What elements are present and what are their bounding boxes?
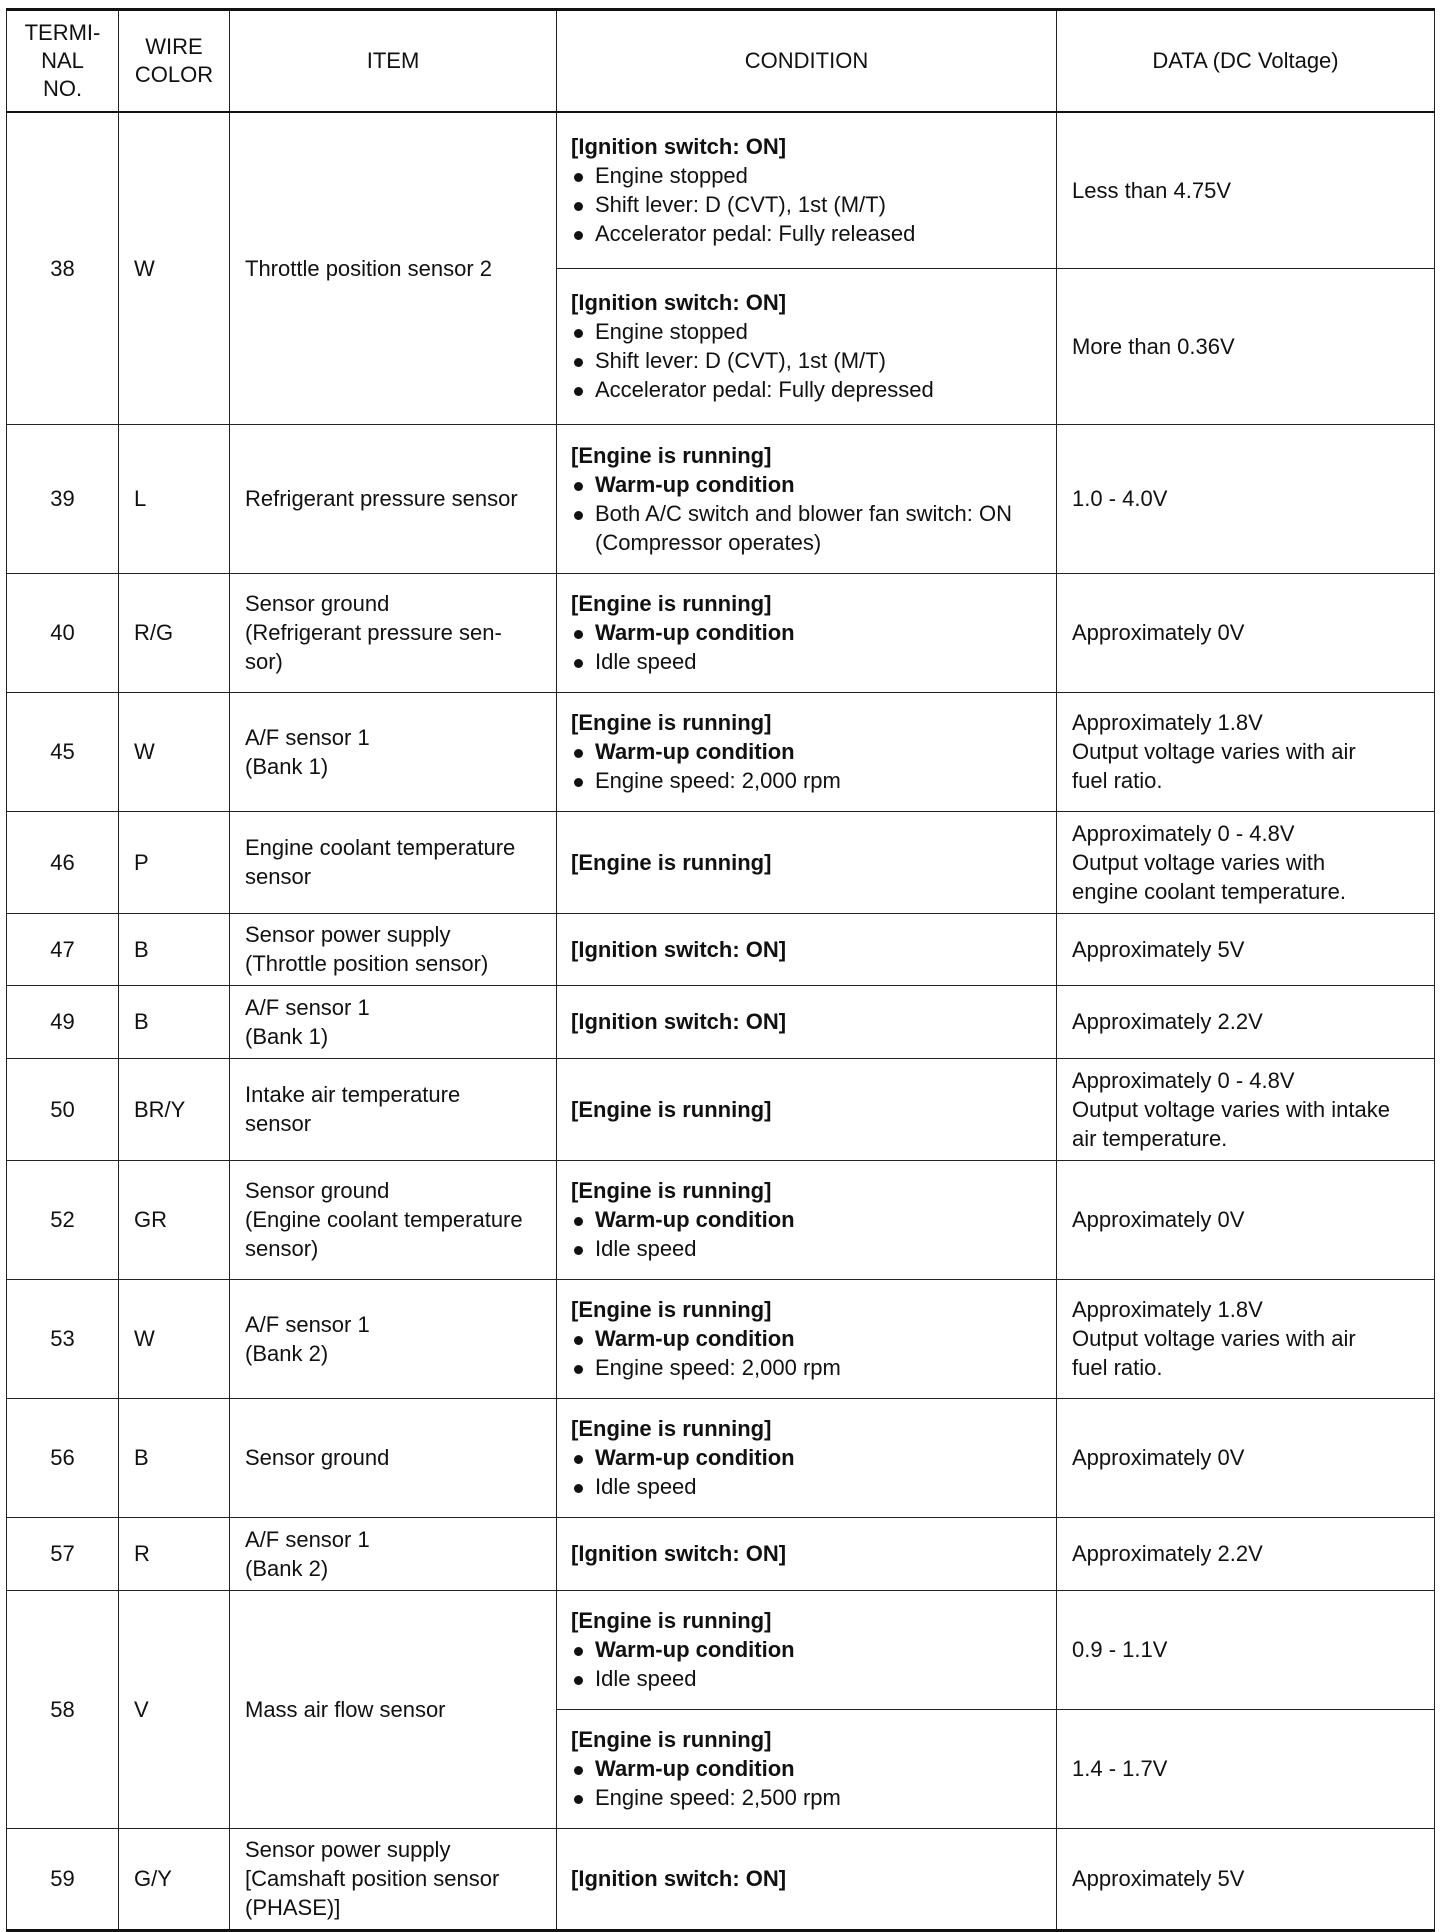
wire-color-cell: W [119,1279,230,1398]
terminal-no-cell: 46 [7,811,119,913]
item-cell: Sensor power supply (Throttle position sensor) [230,913,557,985]
wire-color-cell: P [119,811,230,913]
condition-cell [557,1590,1057,1709]
wire-color-cell: V [119,1590,230,1828]
wire-color-cell: W [119,112,230,424]
condition-cell [557,1058,1057,1160]
data-voltage-cell: Approximately 0V [1057,1160,1435,1279]
header-data: DATA (DC Voltage) [1057,10,1435,113]
terminal-no-cell: 53 [7,1279,119,1398]
table-row [7,1398,1435,1517]
condition-bullet: Idle speed [571,647,1050,676]
data-voltage-cell: Approximately 1.8V Output voltage varies with air fuel ratio. [1057,1279,1435,1398]
condition-bullet: Engine speed: 2,500 rpm [571,1783,1050,1812]
header-terminal-no: TERMI- NAL NO. [7,10,119,113]
item-cell: Engine coolant temperature sensor [230,811,557,913]
data-voltage-cell: Approximately 0 - 4.8V Output voltage varies with intake air temperature. [1057,1058,1435,1160]
condition-cell [557,1398,1057,1517]
terminal-no-cell: 56 [7,1398,119,1517]
terminal-table-wrapper [6,8,1434,1932]
table-row [7,1160,1435,1279]
condition-header: [Ignition switch: ON] [571,1866,787,1891]
condition-cell [557,1279,1057,1398]
condition-header: [Engine is running] [571,1416,772,1441]
condition-bullet: Warm-up condition [571,1754,1050,1783]
condition-bullet: Idle speed [571,1472,1050,1501]
condition-cell [557,1160,1057,1279]
condition-bullet: Warm-up condition [571,1443,1050,1472]
condition-bullet: Warm-up condition [571,737,1050,766]
wire-color-cell: R [119,1517,230,1590]
table-row [7,573,1435,692]
condition-header: [Ignition switch: ON] [571,134,787,160]
table-row [7,1590,1435,1709]
condition-bullet: Shift lever: D (CVT), 1st (M/T) [571,346,1050,375]
item-cell: Sensor ground (Engine coolant temperature sensor) [230,1160,557,1279]
data-voltage-cell: Approximately 1.8V Output voltage varies with air fuel ratio. [1057,692,1435,811]
terminal-no-cell: 38 [7,112,119,424]
item-cell: Throttle position sensor 2 [230,112,557,424]
wire-color-cell: G/Y [119,1828,230,1930]
condition-cell [557,692,1057,811]
terminal-no-cell: 59 [7,1828,119,1930]
terminal-no-cell: 40 [7,573,119,692]
condition-cell [557,112,1057,268]
wire-color-cell: B [119,913,230,985]
data-voltage-cell: More than 0.36V [1057,268,1435,424]
data-voltage-cell: Approximately 0V [1057,573,1435,692]
item-cell: Sensor ground [230,1398,557,1517]
terminal-no-cell: 58 [7,1590,119,1828]
condition-header: [Engine is running] [571,1727,772,1752]
condition-header: [Engine is running] [571,710,772,735]
wire-color-cell: GR [119,1160,230,1279]
condition-bullet: Accelerator pedal: Fully depressed [571,375,1050,404]
condition-header: [Engine is running] [571,1297,772,1322]
condition-cell [557,1828,1057,1930]
item-cell: A/F sensor 1 (Bank 2) [230,1517,557,1590]
condition-header: [Engine is running] [571,442,772,468]
item-cell: Mass air flow sensor [230,1590,557,1828]
condition-header: [Ignition switch: ON] [571,1541,787,1566]
table-row [7,811,1435,913]
table-row [7,692,1435,811]
condition-cell [557,424,1057,573]
condition-cell [557,268,1057,424]
wire-color-cell: B [119,1398,230,1517]
condition-bullet: Warm-up condition [571,1635,1050,1664]
table-row [7,913,1435,985]
header-wire-color: WIRE COLOR [119,10,230,113]
condition-cell [557,985,1057,1058]
ecm-terminal-table [6,8,1435,1932]
data-voltage-cell: Approximately 0V [1057,1398,1435,1517]
item-cell: Sensor power supply [Camshaft position sensor (PHASE)] [230,1828,557,1930]
condition-header: [Engine is running] [571,1608,772,1633]
condition-bullet: Warm-up condition [571,1205,1050,1234]
terminal-no-cell: 50 [7,1058,119,1160]
table-row [7,1279,1435,1398]
data-voltage-cell: Approximately 2.2V [1057,985,1435,1058]
item-cell: Intake air temperature sensor [230,1058,557,1160]
condition-cell [557,811,1057,913]
terminal-no-cell: 52 [7,1160,119,1279]
table-row [7,985,1435,1058]
wire-color-cell: W [119,692,230,811]
condition-bullet: Warm-up condition [571,618,1050,647]
condition-header: [Ignition switch: ON] [571,1009,787,1034]
condition-bullet: Accelerator pedal: Fully released [571,219,1050,248]
item-cell: A/F sensor 1 (Bank 1) [230,985,557,1058]
condition-bullet: Warm-up condition [571,1324,1050,1353]
terminal-no-cell: 57 [7,1517,119,1590]
wire-color-cell: R/G [119,573,230,692]
wire-color-cell: L [119,424,230,573]
condition-cell [557,913,1057,985]
table-row [7,1058,1435,1160]
header-condition: CONDITION [557,10,1057,113]
condition-bullet: Engine stopped [571,161,1050,190]
header-item: ITEM [230,10,557,113]
terminal-no-cell: 49 [7,985,119,1058]
table-row [7,1828,1435,1930]
item-cell: A/F sensor 1 (Bank 1) [230,692,557,811]
table-row [7,424,1435,573]
condition-bullet: Engine stopped [571,317,1050,346]
data-voltage-cell: Less than 4.75V [1057,112,1435,268]
condition-bullet: Shift lever: D (CVT), 1st (M/T) [571,190,1050,219]
condition-header: [Engine is running] [571,1178,772,1203]
condition-header: [Engine is running] [571,849,772,875]
item-cell: Refrigerant pressure sensor [230,424,557,573]
header-row [7,10,1435,113]
data-voltage-cell: 0.9 - 1.1V [1057,1590,1435,1709]
item-cell: A/F sensor 1 (Bank 2) [230,1279,557,1398]
item-cell: Sensor ground (Refrigerant pressure sen- sor) [230,573,557,692]
data-voltage-cell: 1.4 - 1.7V [1057,1709,1435,1828]
data-voltage-cell: Approximately 2.2V [1057,1517,1435,1590]
condition-bullet: Idle speed [571,1664,1050,1693]
terminal-no-cell: 47 [7,913,119,985]
condition-header: [Ignition switch: ON] [571,290,787,315]
wire-color-cell: B [119,985,230,1058]
data-voltage-cell: Approximately 0 - 4.8V Output voltage varies with engine coolant temperature. [1057,811,1435,913]
data-voltage-cell: 1.0 - 4.0V [1057,424,1435,573]
data-voltage-cell: Approximately 5V [1057,1828,1435,1930]
table-row [7,1517,1435,1590]
condition-header: [Ignition switch: ON] [571,936,787,962]
terminal-no-cell: 45 [7,692,119,811]
condition-cell [557,573,1057,692]
wire-color-cell: BR/Y [119,1058,230,1160]
condition-header: [Engine is running] [571,591,772,616]
table-row [7,112,1435,268]
terminal-no-cell: 39 [7,424,119,573]
condition-bullet: Engine speed: 2,000 rpm [571,766,1050,795]
table-body [7,112,1435,1930]
condition-bullet: Idle speed [571,1234,1050,1263]
condition-cell [557,1517,1057,1590]
condition-bullet: Warm-up condition [571,470,1050,499]
condition-header: [Engine is running] [571,1096,772,1122]
condition-cell [557,1709,1057,1828]
condition-bullet: Both A/C switch and blower fan switch: ON (Compressor operates) [571,499,1050,557]
data-voltage-cell: Approximately 5V [1057,913,1435,985]
condition-bullet: Engine speed: 2,000 rpm [571,1353,1050,1382]
